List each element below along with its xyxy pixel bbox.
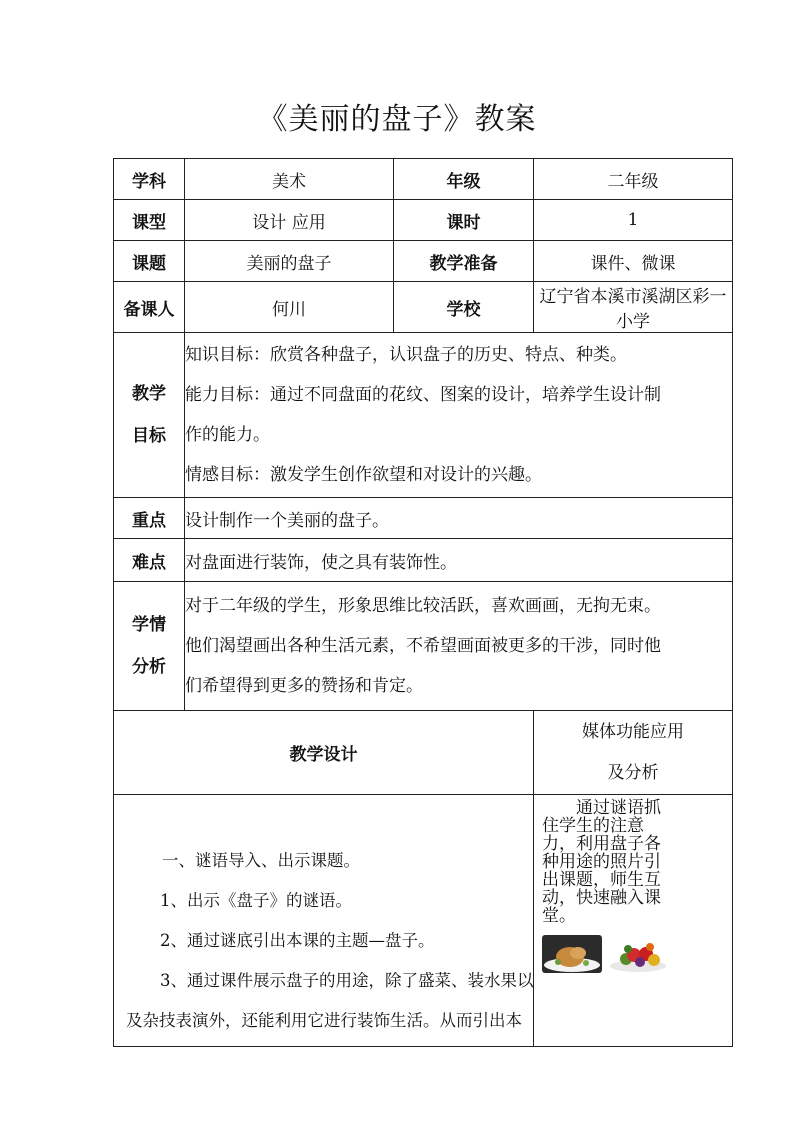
- type-label: 课型: [114, 200, 185, 241]
- hours-value: 1: [534, 200, 733, 241]
- type-value: 设计 应用: [185, 200, 394, 241]
- school-label: 学校: [394, 282, 534, 333]
- difficulty-label: 难点: [114, 539, 185, 582]
- analysis-label: 学情 分析: [114, 582, 185, 711]
- teacher-label: 备课人: [114, 282, 185, 333]
- analysis-line: 们希望得到更多的赞扬和肯定。: [185, 676, 423, 696]
- difficulty-text: 对盘面进行装饰，使之具有装饰性。: [185, 539, 733, 582]
- lesson-line: 一、谜语导入、出示课题。: [162, 851, 360, 870]
- subject-value: 美术: [185, 159, 394, 200]
- lesson-line: 3、通过课件展示盘子的用途，除了盛菜、装水果以: [160, 971, 534, 990]
- fruit-plate-photo-icon: [608, 935, 668, 973]
- goal-line: 知识目标：欣赏各种盘子，认识盘子的历史、特点、种类。: [185, 345, 627, 365]
- topic-value: 美丽的盘子: [185, 241, 394, 282]
- prep-value: 课件、微课: [534, 241, 733, 282]
- document-title: 《美丽的盘子》教案: [257, 102, 537, 137]
- lesson-plan-table: [113, 158, 733, 1047]
- school-value: 辽宁省本溪市溪湖区彩一小学: [534, 282, 733, 333]
- analysis-line: 他们渴望画出各种生活元素，不希望画面被更多的干涉，同时他: [185, 636, 661, 656]
- goals-text: [185, 333, 733, 498]
- goal-line: 作的能力。: [185, 425, 270, 445]
- hours-label: 课时: [394, 200, 534, 241]
- chicken-dish-photo-icon: [542, 935, 602, 973]
- analysis-line: 对于二年级的学生，形象思维比较活跃，喜欢画画，无拘无束。: [185, 596, 661, 616]
- lesson-line: 1、出示《盘子》的谜语。: [160, 891, 352, 910]
- media-header: 媒体功能应用 及分析: [534, 711, 733, 795]
- media-note: 通过谜语抓 住学生的注意 力，利用盘子各 种用途的照片引 出课题，师生互 动，快速融入课 堂。: [534, 795, 733, 1047]
- goal-line: 能力目标：通过不同盘面的花纹、图案的设计，培养学生设计制: [185, 385, 661, 405]
- teacher-value: 何川: [185, 282, 394, 333]
- lesson-line: 及杂技表演外，还能利用它进行装饰生活。从而引出本: [126, 1011, 522, 1030]
- subject-label: 学科: [114, 159, 185, 200]
- key-point-label: 重点: [114, 498, 185, 539]
- goal-line: 情感目标：激发学生创作欲望和对设计的兴趣。: [185, 465, 542, 485]
- goals-label: 教学 目标: [114, 333, 185, 498]
- grade-value: 二年级: [534, 159, 733, 200]
- topic-label: 课题: [114, 241, 185, 282]
- design-body: [114, 795, 534, 1047]
- analysis-text: [185, 582, 733, 711]
- lesson-line: 2、通过谜底引出本课的主题—盘子。: [160, 931, 435, 950]
- design-header: 教学设计: [114, 711, 534, 795]
- prep-label: 教学准备: [394, 241, 534, 282]
- grade-label: 年级: [394, 159, 534, 200]
- key-point-text: 设计制作一个美丽的盘子。: [185, 498, 733, 539]
